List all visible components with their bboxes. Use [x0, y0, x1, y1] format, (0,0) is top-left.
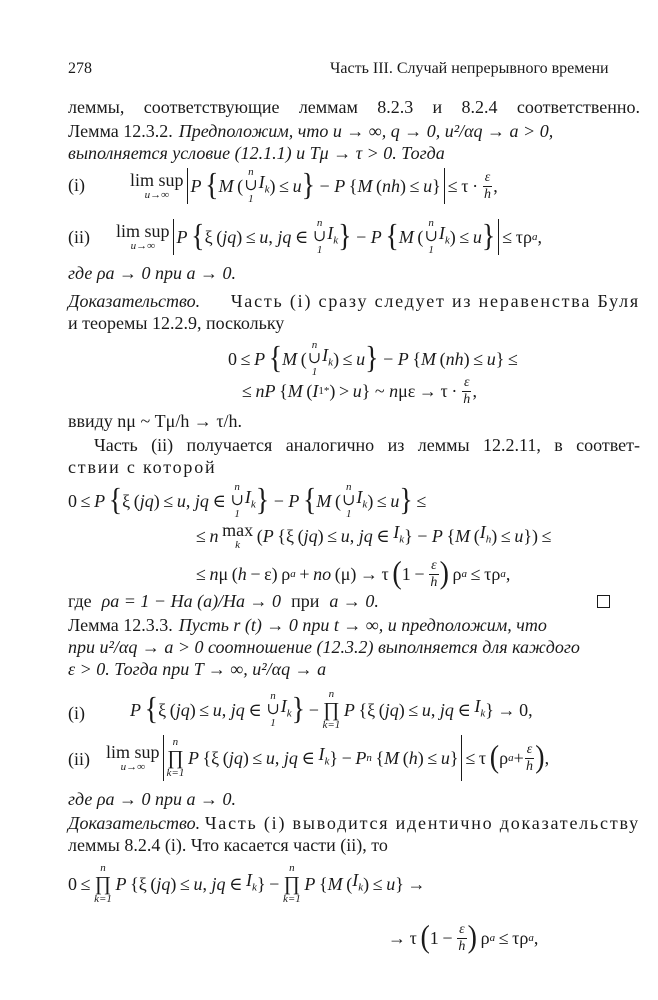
lemma-1232-statement: [68, 120, 640, 142]
lemma-text: Предположим, что u → ∞, q → 0, u²/αq → a > 0,: [178, 121, 554, 141]
text-line: ствии с которой: [68, 457, 217, 477]
text-line: леммы, соответствующие леммам 8.2.3 и 8.2.4 соответственно.: [68, 97, 640, 117]
lemma-label: Лемма 12.3.2.: [68, 121, 173, 141]
equation-proof2-2: → τ ( 1 − $\frac{\varepsilon}{h}$ ) ρ a ≤ τρ a ,: [388, 919, 539, 956]
equation-part2-1: 0 ≤ P { ξ ( jq ) ≤ u , jq ∈ n ∪ 1 $I_k$ } − P { M ( n ∪ 1 $I_k$ ) ≤ u } ≤: [68, 481, 427, 520]
lemma-text: Пусть r (t) → 0 при t → ∞, и предположим, что: [178, 615, 547, 635]
equation-i: lim sup u→∞ P { M ( n ∪ 1 $I_k$ ) ≤ u } − P { M ( nh ) ≤ u } ≤ τ · $\frac{\varepsilon}{h}$ ,: [130, 166, 498, 205]
running-title: Часть III. Случай непрерывного времени: [330, 60, 609, 77]
where-word: при: [291, 591, 320, 611]
proof-text: и теоремы 12.2.9, поскольку: [68, 313, 285, 333]
equation-part2-3: ≤ n μ ( h − ε) ρ a + no (μ) → τ ( 1 − $\frac{\varepsilon}{h}$ ) ρ a ≤ τρ a ,: [196, 555, 511, 592]
where-word: где: [68, 591, 92, 611]
lemma-label: Лемма 12.3.3.: [68, 615, 173, 635]
qed-symbol: [597, 595, 610, 608]
proof-line: [68, 290, 640, 312]
where-formula: ρa = 1 − Ha (a)/Ha → 0: [101, 591, 282, 611]
condition-line: где ρa → 0 при a → 0.: [68, 789, 236, 809]
equation-label: (ii): [68, 749, 90, 769]
equation-label: (i): [68, 703, 85, 723]
equation-proof-1: 0 ≤ P { M ( n ∪ 1 $I_k$ ) ≤ u } − P { M ( nh ) ≤ u } ≤: [228, 339, 518, 378]
equation-label: (i): [68, 175, 85, 195]
equation-lemma3-ii: lim sup u→∞ n ∏ k=1 P {ξ ( jq ) ≤ u , jq ∈ $I_k$ } − P n { M ( h ) ≤ u } ≤ τ ( ρ a + $\frac{\varepsilon}{h}$ ) ,: [106, 736, 550, 779]
proof-text: Часть (i) сразу следует из неравенства Буля: [230, 291, 640, 311]
text-line: ввиду nμ ~ Tμ/h → τ/h.: [68, 411, 243, 431]
lemma-1233-statement: [68, 614, 640, 636]
proof-line: [68, 812, 640, 834]
proof-label: Доказательство.: [68, 291, 201, 311]
proof-text: Часть (i) выводится идентично доказательству: [204, 813, 640, 833]
where-line: [68, 590, 379, 612]
page-number: 278: [68, 60, 92, 77]
lemma-text: при u²/αq → a > 0 соотношение (12.3.2) выполняется для каждого: [68, 637, 580, 657]
equation-lemma3-i: P { ξ ( jq ) ≤ u , jq ∈ n ∪ 1 $I_k$ } − n ∏ k=1 P {ξ ( jq ) ≤ u , jq ∈ $I_k$ } → 0,: [130, 688, 533, 731]
equation-ii: lim sup u→∞ P { ξ ( jq ) ≤ u , jq ∈ n ∪ 1 $I_k$ } − P { M ( n ∪ 1 $I_k$ ) ≤ u } ≤ τρ a ,: [116, 217, 542, 256]
equation-label: (ii): [68, 227, 90, 247]
proof-text: леммы 8.2.4 (i). Что касается части (ii), то: [68, 835, 388, 855]
lemma-text: выполняется условие (12.1.1) и Tμ → τ > 0. Тогда: [68, 143, 445, 163]
text-line: Часть (ii) получается аналогично из леммы 12.2.11, в соответ-: [94, 435, 640, 455]
where-formula: a → 0.: [329, 591, 379, 611]
proof-label: Доказательство.: [68, 813, 201, 833]
condition-line: где ρa → 0 при a → 0.: [68, 263, 236, 283]
equation-part2-2: ≤ n max k ( P {ξ ( jq ) ≤ u , jq ∈ $I_k$ } − P { M ( $I_h$ ) ≤ u }) ≤: [196, 519, 552, 551]
lemma-text: ε > 0. Тогда при T → ∞, u²/αq → a: [68, 659, 327, 679]
equation-proof-2: ≤ nP { M ( I 1 * ) > u } ~ n με → τ · $\frac{\varepsilon}{h}$ ,: [242, 374, 477, 407]
equation-proof2-1: 0 ≤ n ∏ k=1 P {ξ ( jq ) ≤ u , jq ∈ $I_k$ } − n ∏ k=1 P { M ( $I_k$ ) ≤ u } →: [68, 862, 426, 905]
